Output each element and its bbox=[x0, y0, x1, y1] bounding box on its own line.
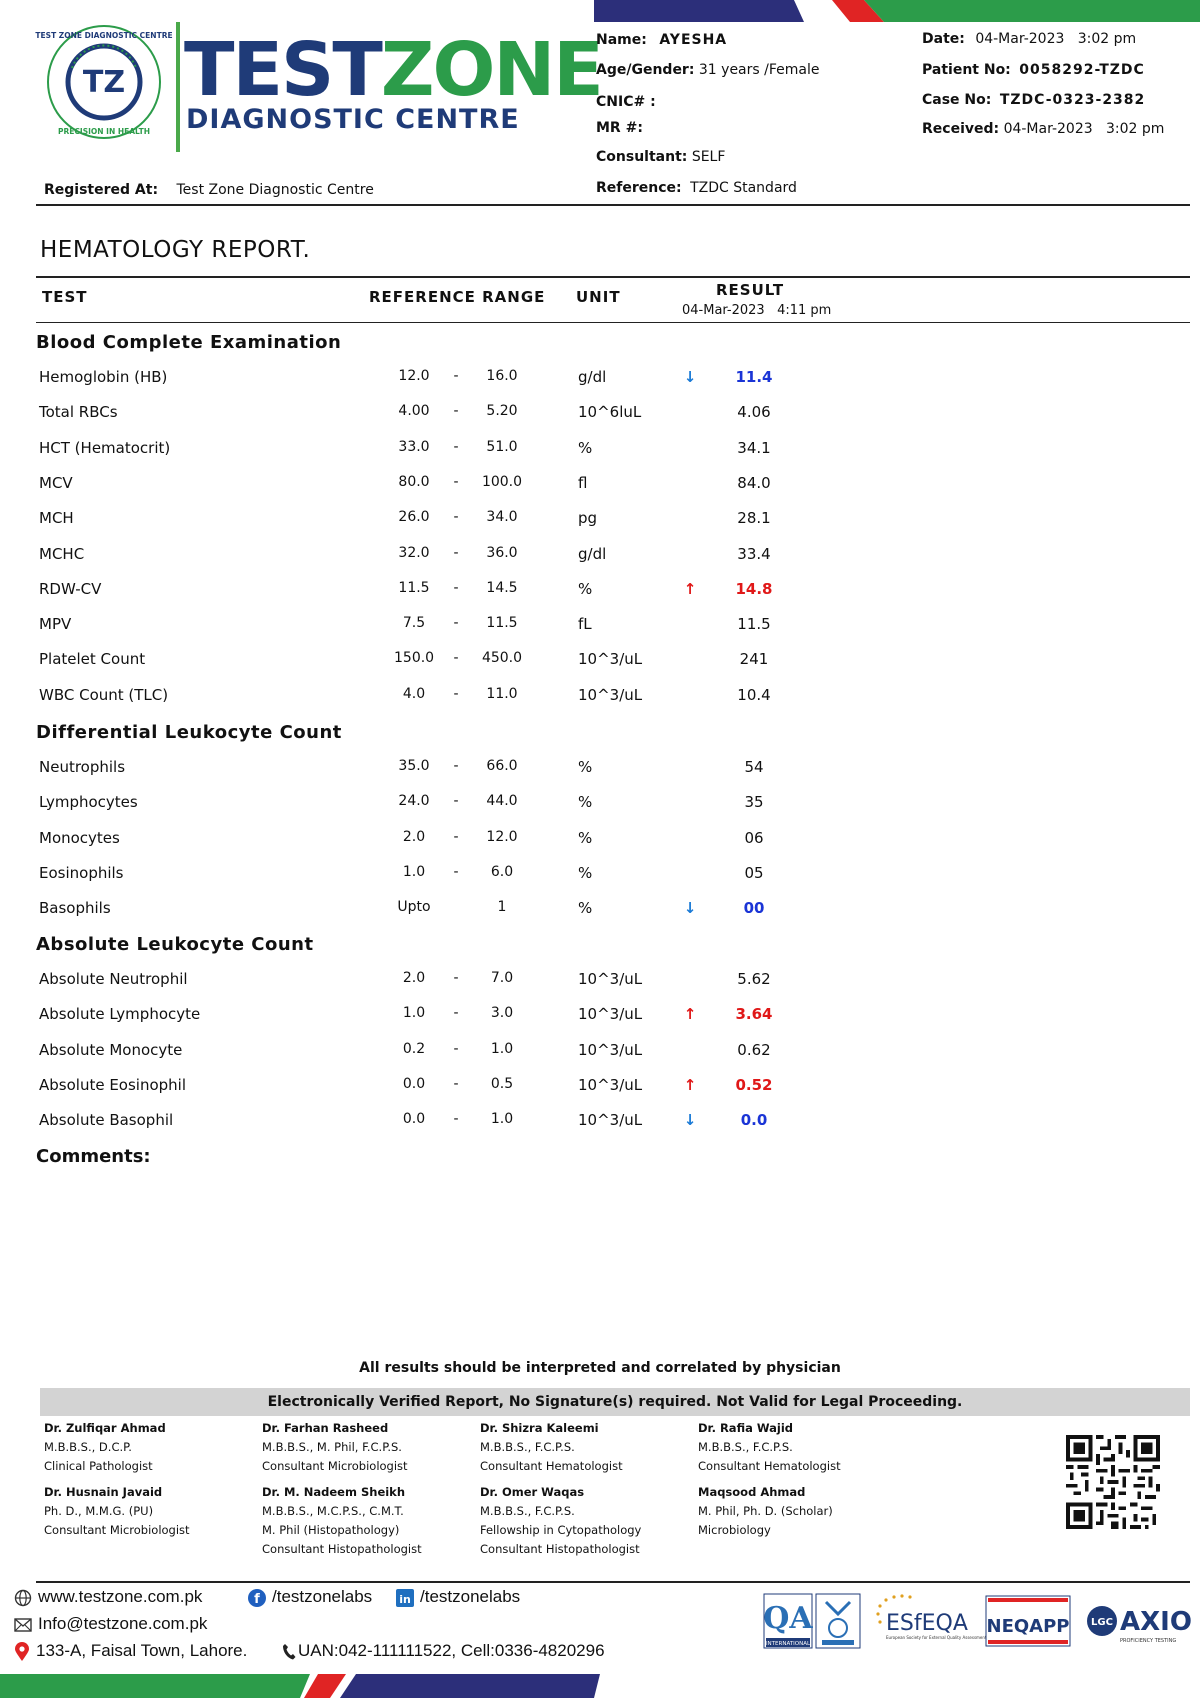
range-low: 2.0 bbox=[402, 970, 426, 986]
test-name: Absolute Neutrophil bbox=[39, 970, 188, 988]
test-name: Absolute Lymphocyte bbox=[39, 1005, 201, 1024]
registered-at bbox=[44, 182, 374, 198]
svg-text:PROFICIENCY TESTING: PROFICIENCY TESTING bbox=[1120, 1638, 1177, 1644]
cnic-label: CNIC# : bbox=[596, 94, 656, 110]
unit: % bbox=[578, 863, 593, 882]
result-value: 28.1 bbox=[737, 509, 771, 528]
svg-text:PRECISION IN HEALTH: PRECISION IN HEALTH bbox=[58, 127, 150, 136]
range-separator: - bbox=[453, 403, 459, 420]
table-row bbox=[0, 1076, 1200, 1106]
range-high: 66.0 bbox=[486, 758, 518, 774]
table-row bbox=[0, 474, 1200, 504]
phone-icon bbox=[282, 1643, 296, 1661]
doctor-entry bbox=[698, 1483, 833, 1540]
table-row bbox=[0, 650, 1200, 680]
doctor-entry bbox=[698, 1419, 841, 1476]
range-separator: - bbox=[453, 368, 459, 384]
range-low: 1.0 bbox=[402, 1005, 426, 1022]
result-value: 84.0 bbox=[737, 473, 771, 492]
received-label: Received: bbox=[922, 121, 1000, 137]
range-low: 11.5 bbox=[398, 579, 430, 596]
range-high: 1.0 bbox=[490, 1111, 514, 1128]
doctor-entry bbox=[480, 1483, 641, 1559]
patient-no-label: Patient No: bbox=[922, 62, 1011, 78]
doctor-entry bbox=[480, 1419, 623, 1476]
table-top-rule bbox=[36, 276, 1190, 278]
table-row bbox=[0, 758, 1200, 788]
svg-text:QA: QA bbox=[763, 1601, 813, 1636]
range-separator: - bbox=[453, 1005, 459, 1022]
table-row bbox=[0, 439, 1200, 469]
reference-label: Reference: bbox=[596, 180, 682, 196]
range-low: 2.0 bbox=[402, 828, 426, 845]
unit: % bbox=[578, 793, 593, 812]
footer-ribbon bbox=[0, 1674, 1200, 1698]
table-row bbox=[0, 580, 1200, 610]
patient-mr bbox=[596, 120, 643, 136]
range-low: 26.0 bbox=[398, 509, 430, 526]
unit: 10^3/uL bbox=[578, 1040, 643, 1059]
col-header-test: TEST bbox=[42, 288, 88, 306]
doctor-entry bbox=[262, 1419, 408, 1476]
date-value: 04-Mar-2023 3:02 pm bbox=[975, 31, 1137, 47]
brand-word-zone: ZONE bbox=[380, 27, 602, 113]
result-value: 0.52 bbox=[735, 1075, 773, 1094]
result-value: 0.0 bbox=[740, 1111, 768, 1130]
location-pin-icon bbox=[14, 1642, 30, 1662]
result-value: 54 bbox=[744, 758, 764, 776]
section-title: Absolute Leukocyte Count bbox=[36, 934, 314, 955]
range-separator: - bbox=[453, 828, 459, 845]
svg-text:AXIO: AXIO bbox=[1120, 1607, 1192, 1637]
range-high: 14.5 bbox=[486, 579, 518, 596]
table-row bbox=[0, 793, 1200, 823]
doctor-credential: Consultant Microbiologist bbox=[44, 1523, 190, 1537]
range-low: 4.0 bbox=[402, 685, 426, 702]
axio-logo bbox=[1086, 1592, 1194, 1650]
range-low: 1.0 bbox=[402, 863, 426, 880]
doctor-credential: Consultant Hematologist bbox=[698, 1459, 841, 1473]
registered-at-label: Registered At: bbox=[44, 182, 159, 198]
neqapp-logo bbox=[986, 1592, 1070, 1650]
range-high: 36.0 bbox=[486, 544, 518, 561]
low-flag-arrow-icon: ↓ bbox=[683, 899, 697, 918]
result-value: 5.62 bbox=[737, 970, 771, 988]
range-high: 51.0 bbox=[486, 438, 518, 455]
registered-at-value: Test Zone Diagnostic Centre bbox=[176, 182, 374, 198]
range-high: 12.0 bbox=[486, 828, 518, 845]
test-name: Lymphocytes bbox=[39, 793, 138, 812]
unit: 10^3/uL bbox=[578, 685, 643, 704]
doctor-name: Dr. Farhan Rasheed bbox=[262, 1421, 389, 1435]
doctor-credential: M.B.B.S., F.C.P.S. bbox=[480, 1504, 575, 1518]
website-text: www.testzone.com.pk bbox=[38, 1587, 203, 1606]
table-row bbox=[0, 899, 1200, 929]
range-separator: - bbox=[453, 685, 459, 702]
brand-word-test: TEST bbox=[184, 27, 381, 113]
test-name: Absolute Monocyte bbox=[39, 1040, 183, 1059]
result-value: 0.62 bbox=[737, 1040, 771, 1059]
range-separator: - bbox=[453, 579, 459, 596]
svg-text:TZ: TZ bbox=[82, 65, 126, 100]
phone[interactable] bbox=[282, 1641, 605, 1661]
brand-subtitle: DIAGNOSTIC CENTRE bbox=[186, 104, 520, 135]
footer-divider bbox=[36, 1581, 1190, 1583]
brand-name bbox=[184, 27, 602, 113]
range-separator: - bbox=[453, 438, 459, 455]
result-value: 11.4 bbox=[735, 368, 773, 386]
doctor-entry bbox=[262, 1483, 422, 1559]
doctor-name: Dr. Omer Waqas bbox=[480, 1485, 585, 1499]
range-high: 100.0 bbox=[481, 473, 523, 490]
range-high: 11.5 bbox=[486, 615, 518, 632]
doctor-credential: Consultant Histopathologist bbox=[262, 1542, 422, 1556]
doctor-credential: Clinical Pathologist bbox=[44, 1459, 153, 1473]
case-no-label: Case No: bbox=[922, 92, 992, 108]
test-name: WBC Count (TLC) bbox=[39, 685, 169, 704]
result-value: 33.4 bbox=[737, 544, 771, 563]
test-name: Absolute Basophil bbox=[39, 1111, 174, 1130]
range-high: 11.0 bbox=[486, 685, 518, 702]
website-link[interactable] bbox=[14, 1587, 202, 1607]
doctor-credential: Microbiology bbox=[698, 1523, 771, 1537]
test-name: MCHC bbox=[39, 544, 85, 563]
linkedin-text: /testzonelabs bbox=[420, 1587, 521, 1606]
table-row bbox=[0, 1005, 1200, 1035]
unit: g/dl bbox=[578, 544, 607, 563]
received-value: 04-Mar-2023 3:02 pm bbox=[1003, 121, 1165, 137]
unit: % bbox=[578, 828, 593, 847]
unit: 10^3/uL bbox=[578, 970, 643, 988]
age-gender-value: 31 years /Female bbox=[698, 62, 820, 78]
test-name: MCH bbox=[39, 509, 74, 528]
unit: fl bbox=[578, 473, 588, 492]
patient-name bbox=[596, 32, 727, 48]
svg-text:f: f bbox=[254, 1591, 260, 1607]
header-ribbon bbox=[594, 0, 1200, 22]
disclaimer: All results should be interpreted and correlated by physician bbox=[359, 1360, 841, 1376]
range-high: 1.0 bbox=[490, 1040, 514, 1057]
doctor-name: Dr. Husnain Javaid bbox=[44, 1485, 163, 1499]
test-name: Monocytes bbox=[39, 828, 120, 847]
facebook-link[interactable] bbox=[248, 1587, 372, 1607]
patient-name-label: Name: bbox=[596, 32, 647, 48]
test-name: HCT (Hematocrit) bbox=[39, 438, 171, 457]
range-separator: - bbox=[453, 473, 459, 490]
age-gender-label: Age/Gender: bbox=[596, 62, 695, 78]
unit: pg bbox=[578, 509, 598, 528]
table-row bbox=[0, 368, 1200, 398]
phone-text: UAN:042-111111522, Cell:0336-4820296 bbox=[298, 1641, 605, 1660]
consultant-label: Consultant: bbox=[596, 149, 688, 165]
range-low: 80.0 bbox=[398, 473, 430, 490]
svg-text:INTERNATIONAL: INTERNATIONAL bbox=[765, 1641, 811, 1647]
received-date bbox=[922, 121, 1164, 137]
high-flag-arrow-icon: ↑ bbox=[683, 1005, 697, 1024]
table-row bbox=[0, 403, 1200, 433]
range-separator: - bbox=[453, 863, 459, 880]
facebook-text: /testzonelabs bbox=[272, 1587, 373, 1606]
table-row bbox=[0, 1111, 1200, 1141]
unit: 10^3/uL bbox=[578, 650, 643, 669]
mail-icon bbox=[14, 1617, 32, 1633]
col-header-range: REFERENCE RANGE bbox=[369, 288, 546, 306]
test-name: Basophils bbox=[39, 899, 111, 918]
unit: 10^3/uL bbox=[578, 1005, 643, 1024]
patient-cnic bbox=[596, 94, 656, 110]
result-value: 34.1 bbox=[737, 438, 771, 457]
esfeqa-logo bbox=[872, 1592, 987, 1650]
table-row bbox=[0, 970, 1200, 1000]
range-high: 6.0 bbox=[490, 863, 514, 880]
svg-text:European Society for External: European Society for External Quality Assessment bbox=[886, 1635, 987, 1640]
result-value: 05 bbox=[744, 863, 764, 882]
doctor-name: Dr. Shizra Kaleemi bbox=[480, 1421, 599, 1435]
svg-text:in: in bbox=[399, 1592, 411, 1606]
qr-code bbox=[1066, 1435, 1160, 1529]
doctor-credential: M.B.B.S., M.C.P.S., C.M.T. bbox=[262, 1504, 404, 1518]
doctor-credential: Consultant Histopathologist bbox=[480, 1542, 640, 1556]
linkedin-link[interactable] bbox=[396, 1587, 520, 1607]
table-row bbox=[0, 615, 1200, 645]
range-low: 150.0 bbox=[394, 650, 435, 667]
section-title: Differential Leukocyte Count bbox=[36, 722, 342, 743]
patient-no bbox=[922, 62, 1145, 78]
range-low: 7.5 bbox=[402, 615, 426, 632]
col-header-unit: UNIT bbox=[576, 288, 621, 306]
range-high: 7.0 bbox=[490, 970, 514, 986]
test-name: MPV bbox=[39, 615, 72, 634]
range-separator: - bbox=[453, 758, 459, 774]
consultant-value: SELF bbox=[691, 149, 726, 165]
case-no-value: TZDC-0323-2382 bbox=[999, 92, 1146, 108]
doctor-credential: M.B.B.S., F.C.P.S. bbox=[698, 1440, 793, 1454]
range-separator: - bbox=[453, 1111, 459, 1128]
svg-text:LGC: LGC bbox=[1091, 1617, 1113, 1628]
low-flag-arrow-icon: ↓ bbox=[683, 1111, 697, 1130]
range-high: 5.20 bbox=[486, 403, 518, 420]
range-separator: - bbox=[453, 970, 459, 986]
mr-label: MR #: bbox=[596, 120, 643, 136]
range-separator: - bbox=[453, 615, 459, 632]
table-row bbox=[0, 509, 1200, 539]
range-separator: - bbox=[453, 1040, 459, 1057]
high-flag-arrow-icon: ↑ bbox=[683, 579, 697, 598]
patient-no-value: 0058292-TZDC bbox=[1019, 62, 1145, 78]
result-value: 00 bbox=[743, 899, 765, 918]
test-name: Neutrophils bbox=[39, 758, 126, 776]
unit: 10^3/uL bbox=[578, 1111, 643, 1130]
doctor-entry bbox=[44, 1419, 166, 1476]
qa-accreditation-logo bbox=[764, 1592, 860, 1650]
result-value: 11.5 bbox=[737, 615, 771, 634]
table-row bbox=[0, 545, 1200, 575]
report-title: HEMATOLOGY REPORT. bbox=[40, 237, 311, 263]
doctor-entry bbox=[44, 1483, 190, 1540]
unit: 10^3/uL bbox=[578, 1075, 643, 1094]
test-name: Absolute Eosinophil bbox=[39, 1075, 187, 1094]
range-low: 0.2 bbox=[402, 1040, 426, 1057]
table-row bbox=[0, 1041, 1200, 1071]
result-value: 35 bbox=[744, 793, 764, 812]
test-name: Platelet Count bbox=[39, 650, 146, 669]
header-divider bbox=[36, 204, 1190, 206]
range-separator: - bbox=[453, 1075, 459, 1092]
range-separator: - bbox=[453, 544, 459, 561]
patient-age-gender bbox=[596, 62, 819, 78]
result-value: 06 bbox=[744, 828, 764, 847]
range-high: 0.5 bbox=[490, 1075, 514, 1092]
doctor-credential: M. Phil, Ph. D. (Scholar) bbox=[698, 1504, 833, 1518]
doctor-credential: Ph. D., M.M.G. (PU) bbox=[44, 1504, 154, 1518]
range-separator: - bbox=[453, 650, 459, 667]
svg-text:ESfEQA: ESfEQA bbox=[886, 1611, 968, 1636]
section-title: Blood Complete Examination bbox=[36, 332, 342, 353]
case-no bbox=[922, 92, 1145, 108]
unit: % bbox=[578, 438, 593, 457]
range-low: 32.0 bbox=[398, 544, 430, 561]
result-value: 241 bbox=[739, 650, 769, 669]
range-high: 16.0 bbox=[486, 368, 518, 384]
result-value: 4.06 bbox=[737, 403, 771, 422]
range-high: 1 bbox=[497, 899, 507, 916]
unit: 10^6luL bbox=[578, 403, 642, 422]
doctor-credential: Fellowship in Cytopathology bbox=[480, 1523, 642, 1537]
range-low: 0.0 bbox=[402, 1111, 426, 1128]
table-row bbox=[0, 829, 1200, 859]
email-link[interactable] bbox=[14, 1614, 207, 1634]
table-header-rule bbox=[36, 322, 1190, 323]
range-low: 24.0 bbox=[398, 793, 430, 810]
test-name: Eosinophils bbox=[39, 863, 124, 882]
email-text: Info@testzone.com.pk bbox=[38, 1614, 208, 1633]
test-name: Hemoglobin (HB) bbox=[39, 368, 168, 386]
col-header-result-date: 04-Mar-2023 4:11 pm bbox=[682, 303, 832, 318]
logo-seal-icon bbox=[35, 22, 173, 142]
svg-text:NEQAPP: NEQAPP bbox=[986, 1616, 1070, 1637]
test-name: MCV bbox=[39, 473, 73, 492]
doctor-name: Dr. Rafia Wajid bbox=[698, 1421, 794, 1435]
doctor-credential: M.B.B.S., F.C.P.S. bbox=[480, 1440, 575, 1454]
verified-note: Electronically Verified Report, No Signature(s) required. Not Valid for Legal Proceeding. bbox=[40, 1388, 1190, 1416]
test-name: Total RBCs bbox=[39, 403, 118, 422]
range-high: 44.0 bbox=[486, 793, 518, 810]
range-low: Upto bbox=[397, 899, 431, 916]
range-high: 3.0 bbox=[490, 1005, 514, 1022]
svg-text:TEST ZONE DIAGNOSTIC CENTRE: TEST ZONE DIAGNOSTIC CENTRE bbox=[35, 31, 173, 40]
range-low: 4.00 bbox=[398, 403, 430, 420]
table-row bbox=[0, 686, 1200, 716]
reference-value: TZDC Standard bbox=[690, 180, 797, 196]
unit: % bbox=[578, 758, 593, 776]
date-label: Date: bbox=[922, 31, 965, 47]
col-header-result: RESULT bbox=[716, 281, 785, 299]
comments-label: Comments: bbox=[36, 1146, 151, 1167]
range-separator: - bbox=[453, 509, 459, 526]
doctor-name: Maqsood Ahmad bbox=[698, 1485, 806, 1499]
address-text: 133-A, Faisal Town, Lahore. bbox=[36, 1641, 248, 1660]
low-flag-arrow-icon: ↓ bbox=[683, 368, 697, 386]
test-name: RDW-CV bbox=[39, 579, 102, 598]
range-separator: - bbox=[453, 793, 459, 810]
range-low: 35.0 bbox=[398, 758, 430, 774]
brand-divider bbox=[176, 22, 180, 152]
range-high: 34.0 bbox=[486, 509, 518, 526]
unit: fL bbox=[578, 615, 592, 634]
unit: % bbox=[578, 579, 593, 598]
doctor-credential: Consultant Microbiologist bbox=[262, 1459, 408, 1473]
unit: g/dl bbox=[578, 368, 607, 386]
report-date bbox=[922, 31, 1136, 47]
doctor-name: Dr. M. Nadeem Sheikh bbox=[262, 1485, 406, 1499]
globe-icon bbox=[14, 1589, 32, 1607]
high-flag-arrow-icon: ↑ bbox=[683, 1075, 697, 1094]
result-value: 10.4 bbox=[737, 685, 771, 704]
range-high: 450.0 bbox=[481, 650, 523, 667]
unit: % bbox=[578, 899, 593, 918]
result-value: 14.8 bbox=[735, 579, 773, 598]
doctor-credential: M.B.B.S., M. Phil, F.C.P.S. bbox=[262, 1440, 402, 1454]
range-low: 12.0 bbox=[398, 368, 430, 384]
result-value: 3.64 bbox=[735, 1005, 773, 1024]
linkedin-icon bbox=[396, 1589, 414, 1607]
patient-reference bbox=[596, 180, 797, 196]
table-row bbox=[0, 864, 1200, 894]
facebook-icon bbox=[248, 1589, 266, 1607]
doctor-credential: Consultant Hematologist bbox=[480, 1459, 623, 1473]
range-low: 33.0 bbox=[398, 438, 430, 455]
doctor-credential: M. Phil (Histopathology) bbox=[262, 1523, 400, 1537]
range-low: 0.0 bbox=[402, 1075, 426, 1092]
doctor-name: Dr. Zulfiqar Ahmad bbox=[44, 1421, 166, 1435]
doctor-credential: M.B.B.S., D.C.P. bbox=[44, 1440, 132, 1454]
patient-name-value: AYESHA bbox=[659, 32, 728, 48]
address bbox=[14, 1641, 247, 1662]
patient-consultant bbox=[596, 149, 725, 165]
